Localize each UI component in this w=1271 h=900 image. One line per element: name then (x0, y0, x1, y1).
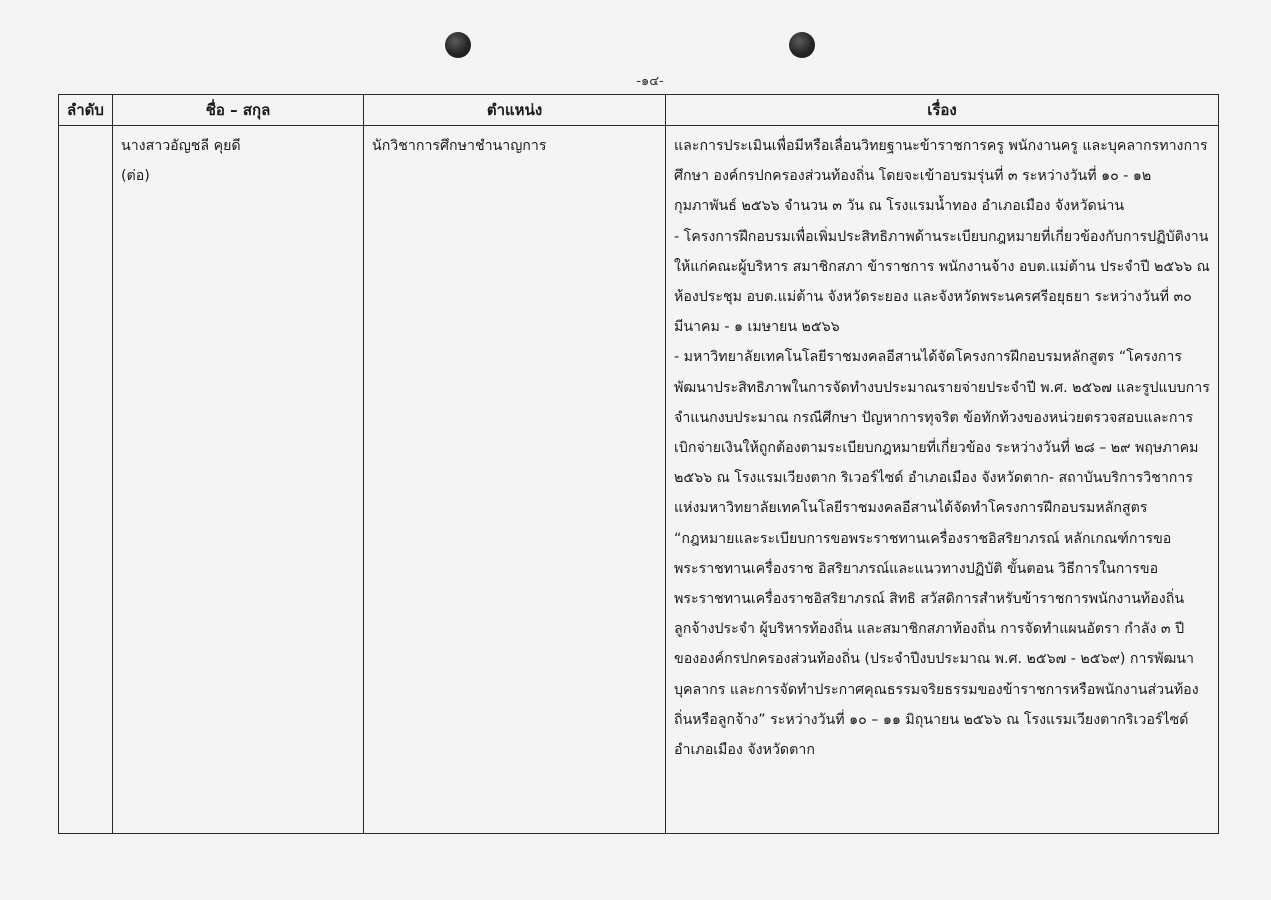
cell-name (113, 126, 364, 834)
punch-hole-right (789, 32, 815, 58)
record-table (58, 94, 1219, 834)
topic-paragraph: และการประเมินเพื่อมีหรือเลื่อนวิทยฐานะข้าราชการครู พนักงานครู และบุคลากรทางการศึกษา องค์กรปกครองส่วนท้องถิ่น โดยจะเข้าอบรมรุ่นที่ ๓ ระหว่างวันที่ ๑๐ - ๑๒ กุมภาพันธ์ ๒๕๖๖ จำนวน ๓ วัน ณ โรงแรมน้ำทอง อำเภอเมือง จังหวัดน่าน (674, 138, 1208, 215)
table-header-row (59, 95, 1219, 126)
punch-hole-left (445, 32, 471, 58)
name-continued-note: (ต่อ) (121, 168, 150, 185)
table-row (59, 126, 1219, 834)
cell-position: นักวิชาการศึกษาชำนาญการ (364, 126, 666, 834)
topic-paragraph: - โครงการฝึกอบรมเพื่อเพิ่มประสิทธิภาพด้านระเบียบกฎหมายที่เกี่ยวข้องกับการปฏิบัติงานให้แก่คณะผู้บริหาร สมาชิกสภา ข้าราชการ พนักงานจ้าง อบต.แม่ต้าน ประจำปี ๒๕๖๖ ณ ห้องประชุม อบต.แม่ต้าน จังหวัดระยอง และจังหวัดพระนครศรีอยุธยา ระหว่างวันที่ ๓๐ มีนาคม - ๑ เมษายน ๒๕๖๖ (674, 228, 1210, 336)
header-position: ตำแหน่ง (364, 95, 666, 126)
cell-order (59, 126, 113, 834)
topic-paragraph: - มหาวิทยาลัยเทคโนโลยีราชมงคลอีสานได้จัดโครงการฝึกอบรมหลักสูตร “โครงการพัฒนาประสิทธิภาพในการจัดทำงบประมาณรายจ่ายประจำปี พ.ศ. ๒๕๖๗ และรูปแบบการจำแนกงบประมาณ กรณีศึกษา ปัญหาการทุจริต ข้อทักท้วงของหน่วยตรวจสอบและการเบิกจ่ายเงินให้ถูกต้องตามระเบียบกฎหมายที่เกี่ยวข้อง ระหว่างวันที่ ๒๘ – ๒๙ พฤษภาคม ๒๕๖๖ ณ โรงแรมเวียงตาก ริเวอร์ไซด์ อำเภอเมือง จังหวัดตาก- สถาบันบริการวิชาการแห่งมหาวิทยาลัยเทคโนโลยีราชมงคลอีสานได้จัดทำโครงการฝึกอบรมหลักสูตร “กฎหมายและระเบียบการขอพระราชทานเครื่องราชอิสริยาภรณ์ หลักเกณฑ์การขอพระราชทานเครื่องราช อิสริยาภรณ์และแนวทางปฏิบัติ ขั้นตอน วิธีการในการขอพระราชทานเครื่องราชอิสริยาภรณ์ สิทธิ สวัสดิการสำหรับข้าราชการพนักงานท้องถิ่น ลูกจ้างประจำ ผู้บริหารท้องถิ่น และสมาชิกสภาท้องถิ่น การจัดทำแผนอัตรา กำลัง ๓ ปี ขององค์กรปกครองส่วนท้องถิ่น (ประจำปีงบประมาณ พ.ศ. ๒๕๖๗ - ๒๕๖๙) การพัฒนาบุคลากร และการจัดทำประกาศคุณธรรมจริยธรรมของข้าราชการหรือพนักงานส่วนท้องถิ่นหรือลูกจ้าง” ระหว่างวันที่ ๑๐ – ๑๑ มิถุนายน ๒๕๖๖ ณ โรงแรมเวียงตากริเวอร์ไซด์ อำเภอเมือง จังหวัดตาก (674, 349, 1210, 759)
cell-topic (666, 126, 1219, 834)
header-order: ลำดับ (59, 95, 113, 126)
header-topic: เรื่อง (666, 95, 1219, 126)
page-number: -๑๔- (636, 74, 664, 89)
person-name: นางสาวอัญชลี คุยดี (121, 138, 241, 154)
header-name: ชื่อ – สกุล (113, 95, 364, 126)
